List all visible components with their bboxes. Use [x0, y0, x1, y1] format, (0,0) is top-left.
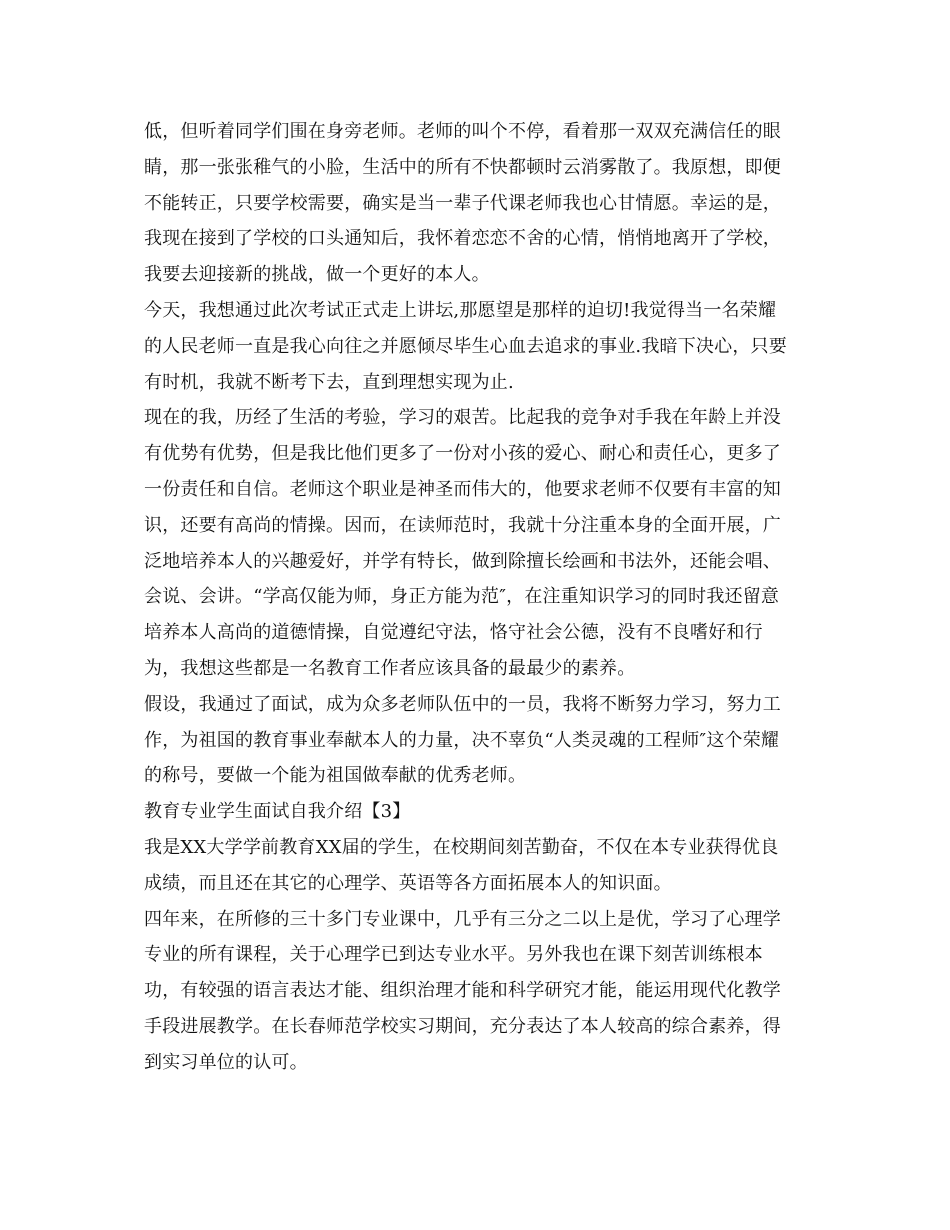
text-line: 的称号，要做一个能为祖国做奉献的优秀老师。 — [144, 765, 527, 787]
text-line: 一份责任和自信。老师这个职业是神圣而伟大的，他要求老师不仅要有丰富的知 — [144, 478, 781, 500]
heading-line: 教育专业学生面试自我介绍【3】 — [144, 801, 411, 823]
text-line: 现在的我，历经了生活的考验，学习的艰苦。比起我的竞争对手我在年龄上并没 — [144, 407, 781, 429]
text-line: 睛，那一张张稚气的小脸，生活中的所有不快都顿时云消雾散了。我原想，即便 — [144, 156, 781, 178]
text-line: 四年来，在所修的三十多门专业课中，几乎有三分之二以上是优，学习了心理学 — [144, 908, 781, 930]
text-line: 功，有较强的语言表达才能、组织治理才能和科学研究才能，能运用现代化教学 — [144, 980, 781, 1002]
paragraph — [144, 687, 810, 794]
text-line: 培养本人高尚的道德情操，自觉遵纪守法，恪守社会公德，没有不良嗜好和行 — [144, 622, 763, 644]
paragraph — [144, 293, 810, 400]
text-line: 我是XX大学学前教育XX届的学生，在校期间刻苦勤奋，不仅在本专业获得优良 — [144, 836, 779, 858]
text-line: 的人民老师一直是我心向往之并愿倾尽毕生心血去追求的事业.我暗下决心，只要 — [144, 335, 787, 357]
text-line: 今天，我想通过此次考试正式走上讲坛,那愿望是那样的迫切!我觉得当一名荣耀 — [144, 299, 777, 321]
text-line: 假设，我通过了面试，成为众多老师队伍中的一员，我将不断努力学习，努力工 — [144, 693, 781, 715]
text-line: 到实习单位的认可。 — [144, 1051, 308, 1073]
text-line: 泛地培养本人的兴趣爱好，并学有特长，做到除擅长绘画和书法外，还能会唱、 — [144, 550, 781, 572]
text-line: 作，为祖国的教育事业奉献本人的力量，决不辜负“人类灵魂的工程师″这个荣耀 — [144, 729, 780, 751]
section-heading — [144, 794, 810, 830]
paragraph — [144, 902, 810, 1081]
paragraph — [144, 830, 810, 902]
text-line: 识，还要有高尚的情操。因而，在读师范时，我就十分注重本身的全面开展，广 — [144, 514, 781, 536]
text-line: 为，我想这些都是一名教育工作者应该具备的最最少的素养。 — [144, 657, 636, 679]
text-line: 我现在接到了学校的口头通知后，我怀着恋恋不舍的心情，悄悄地离开了学校， — [144, 228, 781, 250]
text-line: 我要去迎接新的挑战，做一个更好的本人。 — [144, 264, 490, 286]
text-line: 有优势有优势，但是我比他们更多了一份对小孩的爱心、耐心和责任心，更多了 — [144, 443, 781, 465]
text-line: 专业的所有课程，关于心理学已到达专业水平。另外我也在课下刻苦训练根本 — [144, 944, 763, 966]
document-body — [144, 114, 810, 1081]
text-line: 手段进展教学。在长春师范学校实习期间，充分表达了本人较高的综合素养，得 — [144, 1015, 781, 1037]
paragraph — [144, 114, 810, 293]
text-line: 低，但听着同学们围在身旁老师。老师的叫个不停，看着那一双双充满信任的眼 — [144, 121, 781, 142]
text-line: 有时机，我就不断考下去，直到理想实现为止. — [144, 371, 514, 393]
text-line: 会说、会讲。“学高仅能为师，身正方能为范″，在注重知识学习的同时我还留意 — [144, 586, 780, 608]
paragraph — [144, 400, 810, 686]
text-line: 成绩，而且还在其它的心理学、英语等各方面拓展本人的知识面。 — [144, 872, 672, 894]
text-line: 不能转正，只要学校需要，确实是当一辈子代课老师我也心甘情愿。幸运的是， — [144, 192, 781, 214]
